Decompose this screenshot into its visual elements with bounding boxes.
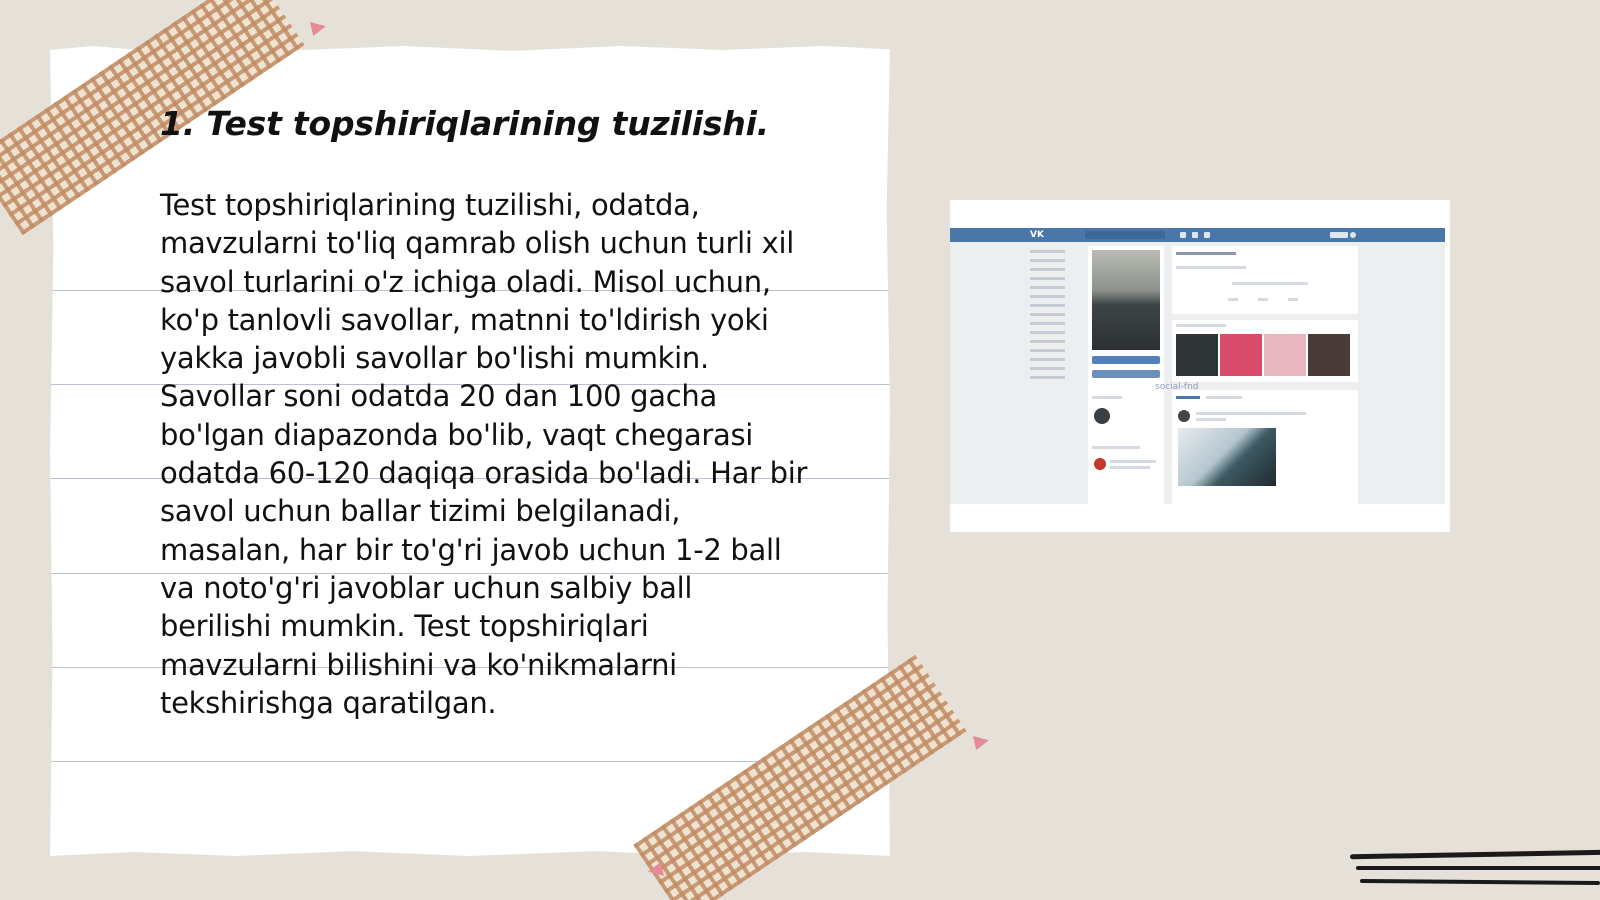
embedded-screenshot xyxy=(950,200,1450,532)
photos-label xyxy=(1176,324,1226,327)
photo-thumbnail xyxy=(1264,334,1306,376)
group-text xyxy=(1110,460,1156,463)
friends-label xyxy=(1092,396,1122,399)
vk-page-body xyxy=(950,242,1445,504)
body-line: Test topshiriqlarining tuzilishi, odatda, xyxy=(160,188,700,222)
add-friend-button xyxy=(1092,370,1160,378)
play-icon xyxy=(1180,232,1186,238)
bell-icon xyxy=(1192,232,1198,238)
post-author-avatar xyxy=(1178,410,1190,422)
body-line: berilishi mumkin. Test topshiriqlari xyxy=(160,609,649,644)
stat-counter xyxy=(1228,298,1238,301)
vk-profile-column xyxy=(1088,246,1164,504)
friend-avatar xyxy=(1094,408,1110,424)
body-line: va noto'g'ri javoblar uchun salbiy ball xyxy=(160,570,693,605)
post-author-name xyxy=(1196,412,1306,415)
brush-stroke-decoration xyxy=(1360,879,1600,885)
stat-counter xyxy=(1258,298,1268,301)
music-icon xyxy=(1204,232,1210,238)
photo-thumbnail xyxy=(1176,334,1218,376)
profile-photo xyxy=(1092,250,1160,350)
body-line: mavzularni to'liq qamrab olish uchun turli xil xyxy=(160,226,794,261)
tape-tab-decoration xyxy=(310,22,326,36)
brush-stroke-decoration xyxy=(1350,850,1600,860)
body-line: ko'p tanlovli savollar, matnni to'ldirish yoki xyxy=(160,302,769,337)
body-line: masalan, har bir to'g'ri javob uchun 1-2 ball xyxy=(160,532,782,567)
body-line: tekshirishga qaratilgan. xyxy=(160,685,497,720)
group-avatar xyxy=(1094,458,1106,470)
user-name-chip xyxy=(1330,232,1348,238)
stat-counter xyxy=(1288,298,1298,301)
vk-info-card xyxy=(1172,246,1358,314)
body-line: odatda 60-120 daqiqa orasida bo'ladi. Har bir xyxy=(160,456,808,491)
vk-logo-icon: VK xyxy=(1030,230,1044,240)
vk-left-menu xyxy=(1030,250,1080,385)
body-line: savol turlarini o'z ichiga oladi. Misol uchun, xyxy=(160,264,771,299)
post-image xyxy=(1178,428,1276,486)
photo-thumbnail xyxy=(1308,334,1350,376)
wall-tab xyxy=(1176,396,1200,399)
tape-tab-decoration xyxy=(973,736,989,750)
watermark-text: social-fnd xyxy=(1155,382,1199,392)
user-avatar-icon xyxy=(1350,232,1356,238)
profile-status xyxy=(1176,266,1246,269)
body-line: Savollar soni odatda 20 dan 100 gacha xyxy=(160,379,717,414)
wall-tab xyxy=(1206,396,1242,399)
vk-photos-card xyxy=(1172,320,1358,382)
body-line: savol uchun ballar tizimi belgilanadi, xyxy=(160,494,681,529)
slide-heading: 1. Test topshiriqlarining tuzilishi. xyxy=(160,104,770,143)
profile-name xyxy=(1176,252,1236,255)
body-line: yakka javobli savollar bo'lishi mumkin. xyxy=(160,341,709,376)
vk-header-bar xyxy=(950,228,1445,242)
body-line: bo'lgan diapazonda bo'lib, vaqt chegarasi xyxy=(160,417,754,452)
photo-thumbnail xyxy=(1220,334,1262,376)
profile-info xyxy=(1232,282,1308,285)
body-line: mavzularni bilishini va ko'nikmalarni xyxy=(160,647,677,682)
vk-wall-card xyxy=(1172,390,1358,504)
post-date xyxy=(1196,418,1226,421)
vk-search-bar xyxy=(1085,231,1165,239)
group-text xyxy=(1110,466,1150,469)
message-button xyxy=(1092,356,1160,364)
brush-stroke-decoration xyxy=(1356,866,1600,870)
groups-label xyxy=(1092,446,1140,449)
slide-body-text xyxy=(160,186,850,722)
